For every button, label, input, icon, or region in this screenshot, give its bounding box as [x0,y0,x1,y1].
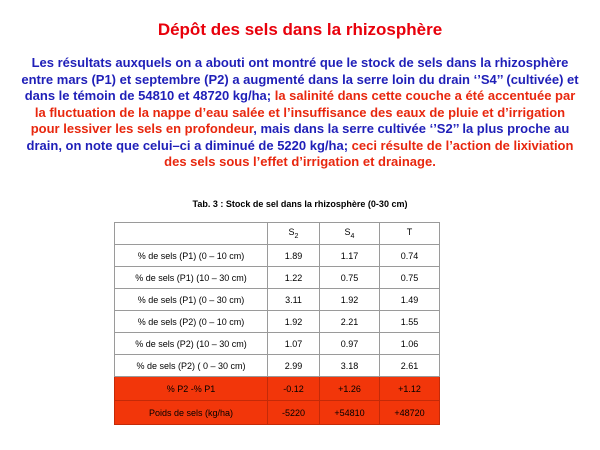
table-row-salt-weight [115,401,440,425]
paragraph-part-3: , mais dans la serre cultivée ‘’S2’’ la plus proche au drain, on note que celui–ci a diminué de 5220 kg/ha; [26,121,570,153]
row-label: % de sels (P1) (0 – 30 cm) [115,289,268,311]
cell-value: 3.18 [320,355,380,377]
cell-value: 1.49 [380,289,440,311]
cell-value: 0.75 [320,267,380,289]
cell-value: 3.11 [268,289,320,311]
row-label: % de sels (P1) (10 – 30 cm) [115,267,268,289]
header-empty-cell [115,223,268,245]
row-label: % de sels (P2) (0 – 10 cm) [115,311,268,333]
cell-value: 0.75 [380,267,440,289]
cell-value: 1.17 [320,245,380,267]
row-label: % de sels (P2) ( 0 – 30 cm) [115,355,268,377]
results-paragraph [20,55,580,171]
header-s4: $S_4$ [320,223,380,245]
cell-value: -0.12 [268,377,320,401]
row-label: % de sels (P2) (10 – 30 cm) [115,333,268,355]
cell-value: +54810 [320,401,380,425]
cell-value: 1.06 [380,333,440,355]
cell-value: 2.61 [380,355,440,377]
table-row-difference [115,377,440,401]
row-label: % de sels (P1) (0 – 10 cm) [115,245,268,267]
paragraph-part-2: la salinité dans cette couche a été accentuée par la fluctuation de la nappe d’eau salée et l’insuffisance des eaux de pluie et d’irrigation pour lessiver les sels en profondeur [30,88,576,136]
cell-value: +48720 [380,401,440,425]
table-row [115,311,440,333]
row-label: Poids de sels (kg/ha) [115,401,268,425]
cell-value: 1.89 [268,245,320,267]
cell-value: 2.99 [268,355,320,377]
paragraph-part-4: ceci résulte de l’action de lixiviation des sels sous l’effet d’irrigation et drainage. [164,137,574,169]
cell-value: 1.07 [268,333,320,355]
table-row [115,333,440,355]
salt-stock-table [114,222,440,425]
cell-value: 1.92 [320,289,380,311]
cell-value: 1.22 [268,267,320,289]
table-row [115,289,440,311]
table-header-row [115,223,440,245]
table-caption: Tab. 3 : Stock de sel dans la rhizosphère (0-30 cm) [192,199,408,209]
cell-value: -5220 [268,401,320,425]
cell-value: 1.92 [268,311,320,333]
header-t: T [380,223,440,245]
cell-value: 0.97 [320,333,380,355]
paragraph-part-1: Les résultats auxquels on a abouti ont montré que le stock de sels dans la rhizosphère entre mars (P1) et septembre (P2) a augmenté dans la serre loin du drain ‘’S4’’ (cultivée) et dans le témoin de 54810 et 48720 kg/ha; [21,55,579,103]
cell-value: +1.26 [320,377,380,401]
cell-value: 0.74 [380,245,440,267]
slide-title: Dépôt des sels dans la rhizosphère [157,20,443,39]
cell-value: +1.12 [380,377,440,401]
cell-value: 1.55 [380,311,440,333]
row-label: % P2 -% P1 [115,377,268,401]
table-row [115,355,440,377]
table-row [115,245,440,267]
header-s2: $S_2$ [268,223,320,245]
table-row [115,267,440,289]
cell-value: 2.21 [320,311,380,333]
